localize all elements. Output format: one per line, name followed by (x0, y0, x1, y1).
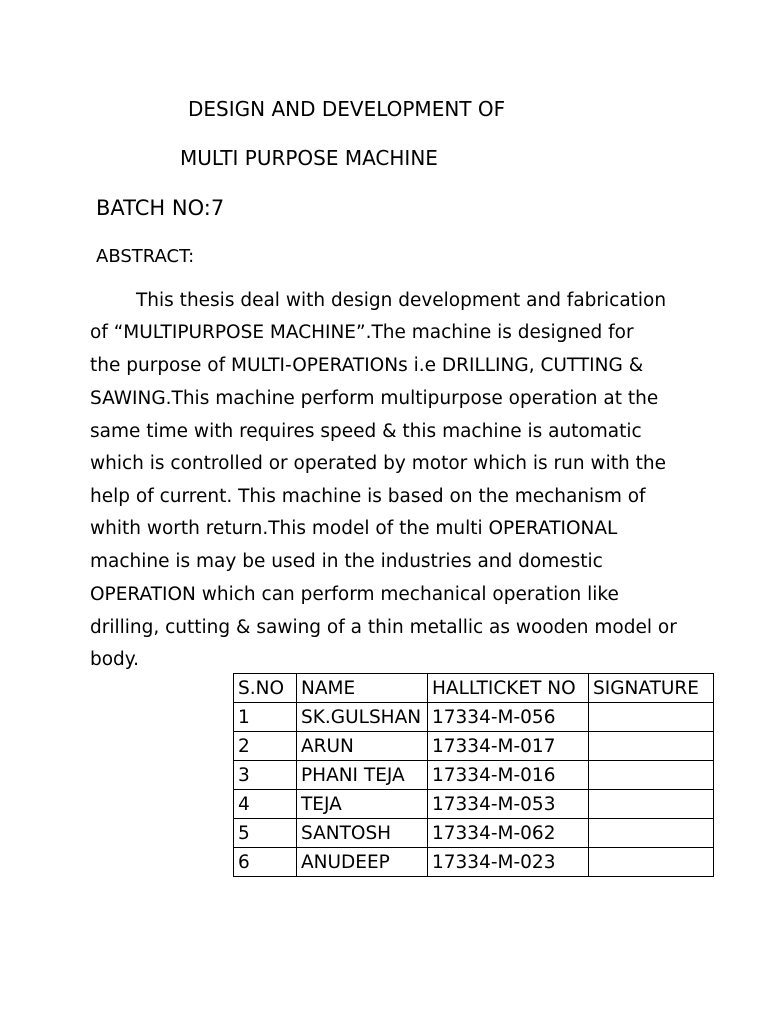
cell-sno: 3 (234, 761, 297, 790)
abstract-heading: ABSTRACT: (96, 246, 195, 267)
cell-sno: 4 (234, 790, 297, 819)
header-sno: S.NO (234, 674, 297, 703)
abstract-line: drilling, cutting & sawing of a thin metallic as wooden model or (90, 617, 677, 638)
table-row (234, 761, 714, 790)
abstract-line: the purpose of MULTI-OPERATIONs i.e DRILLING, CUTTING & (90, 355, 644, 376)
cell-signature (589, 848, 714, 877)
cell-sno: 6 (234, 848, 297, 877)
batch-number: BATCH NO:7 (96, 196, 225, 220)
table-header-row (234, 674, 714, 703)
cell-name: SANTOSH (297, 819, 428, 848)
abstract-line: same time with requires speed & this machine is automatic (90, 421, 642, 442)
table-row (234, 848, 714, 877)
cell-sno: 1 (234, 703, 297, 732)
cell-signature (589, 732, 714, 761)
title-line-1: DESIGN AND DEVELOPMENT OF (188, 97, 506, 121)
cell-hallticket: 17334-M-062 (428, 819, 589, 848)
abstract-line: SAWING.This machine perform multipurpose operation at the (90, 388, 659, 409)
header-hallticket: HALLTICKET NO (428, 674, 589, 703)
cell-name: TEJA (297, 790, 428, 819)
abstract-line: whith worth return.This model of the multi OPERATIONAL (90, 518, 618, 539)
cell-signature (589, 761, 714, 790)
cell-name: ANUDEEP (297, 848, 428, 877)
abstract-line: help of current. This machine is based on the mechanism of (90, 486, 646, 507)
table-row (234, 819, 714, 848)
cell-signature (589, 819, 714, 848)
abstract-line: This thesis deal with design development and fabrication (136, 290, 667, 311)
cell-name: PHANI TEJA (297, 761, 428, 790)
cell-hallticket: 17334-M-017 (428, 732, 589, 761)
cell-sno: 2 (234, 732, 297, 761)
abstract-line: machine is may be used in the industries and domestic (90, 551, 603, 572)
abstract-line: body. (90, 649, 139, 670)
cell-hallticket: 17334-M-016 (428, 761, 589, 790)
cell-name: ARUN (297, 732, 428, 761)
batch-members-table (233, 673, 714, 877)
cell-signature (589, 703, 714, 732)
table-row (234, 790, 714, 819)
cell-signature (589, 790, 714, 819)
table-row (234, 703, 714, 732)
table-row (234, 732, 714, 761)
title-line-2: MULTI PURPOSE MACHINE (180, 146, 438, 170)
abstract-line: which is controlled or operated by motor which is run with the (90, 453, 666, 474)
cell-hallticket: 17334-M-023 (428, 848, 589, 877)
header-name: NAME (297, 674, 428, 703)
header-signature: SIGNATURE (589, 674, 714, 703)
cell-name: SK.GULSHAN (297, 703, 428, 732)
cell-hallticket: 17334-M-053 (428, 790, 589, 819)
abstract-line: of “MULTIPURPOSE MACHINE”.The machine is designed for (90, 322, 634, 343)
abstract-line: OPERATION which can perform mechanical operation like (90, 584, 619, 605)
cell-sno: 5 (234, 819, 297, 848)
cell-hallticket: 17334-M-056 (428, 703, 589, 732)
